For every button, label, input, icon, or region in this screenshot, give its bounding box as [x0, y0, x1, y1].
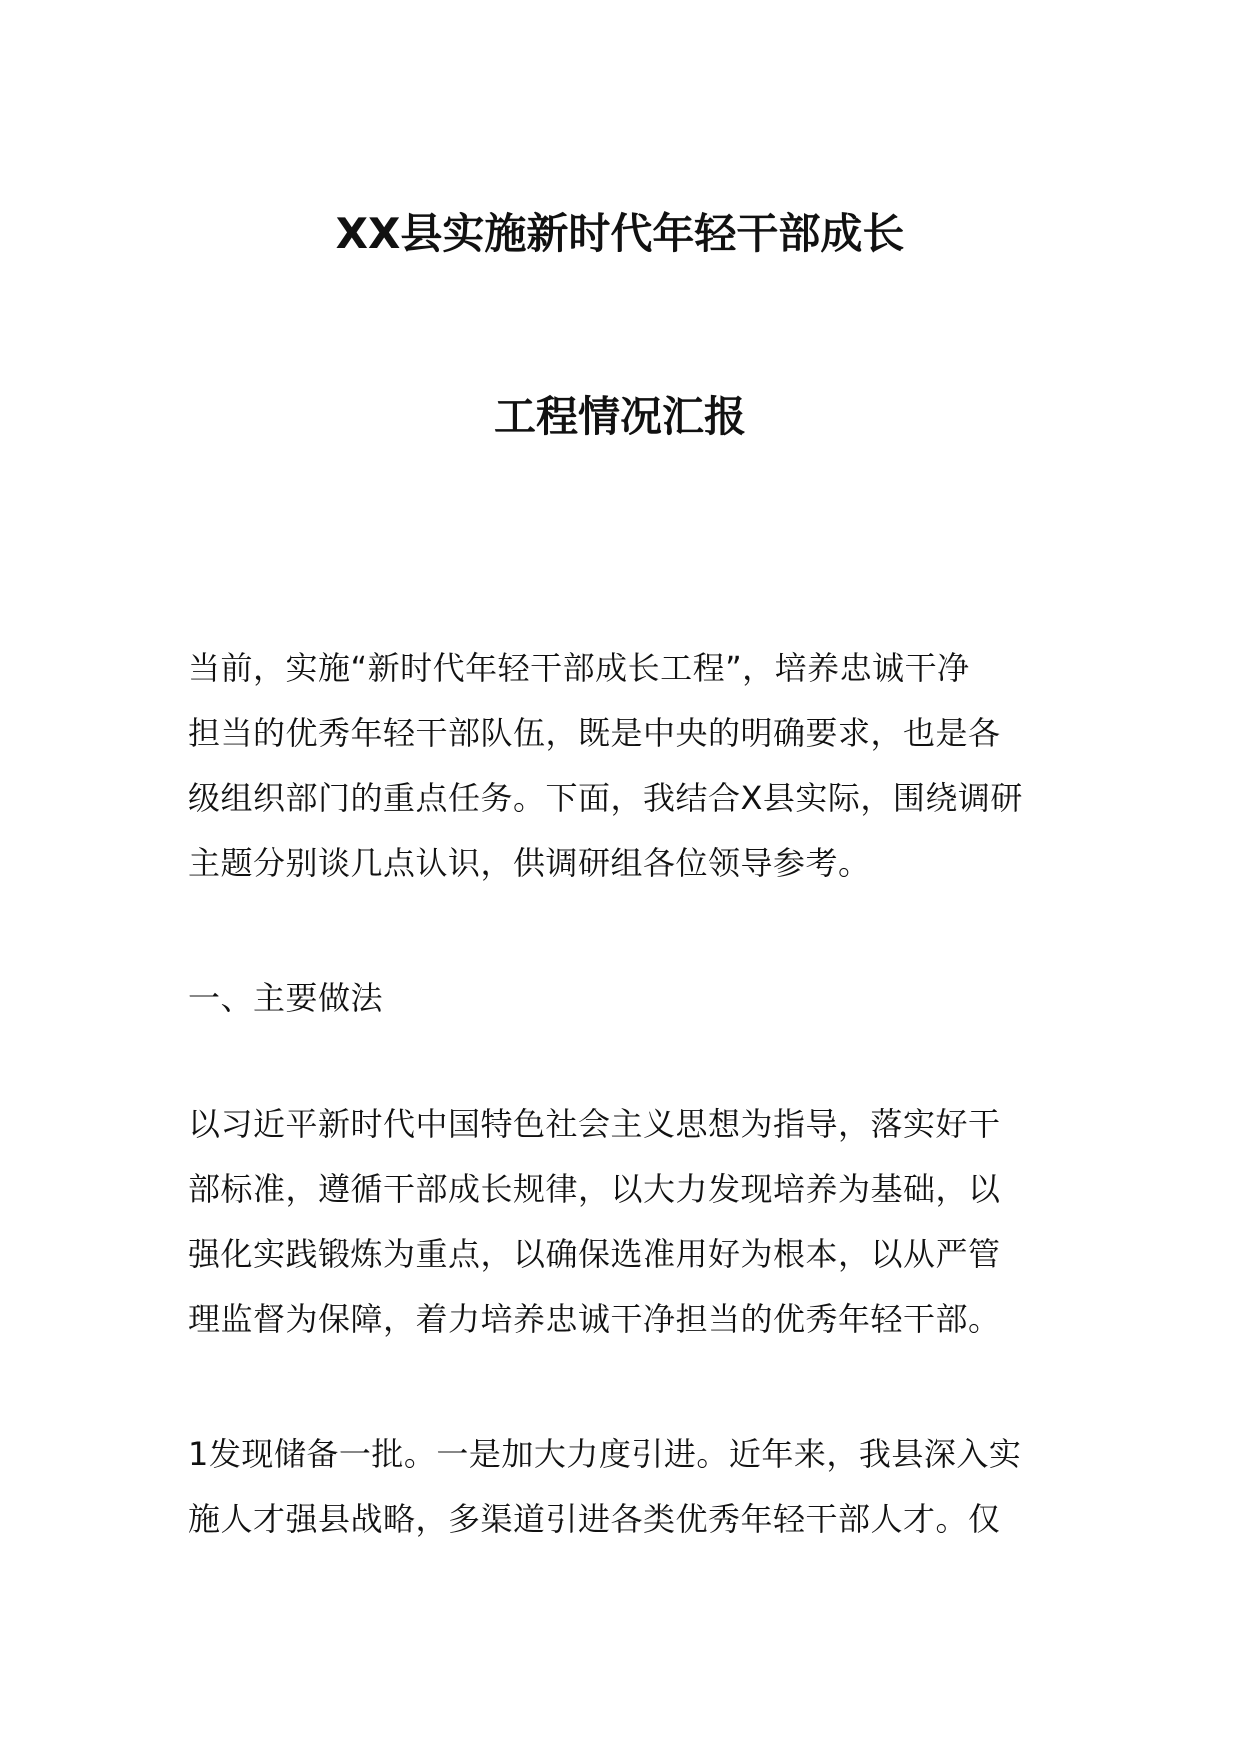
- guiding-paragraph: [188, 1092, 1056, 1352]
- document-title-line-1: XX县实施新时代年轻干部成长: [335, 209, 905, 258]
- intro-paragraph: [188, 636, 1056, 896]
- paragraph-line: 主题分别谈几点认识，供调研组各位领导参考。: [188, 844, 871, 882]
- paragraph-line: 以习近平新时代中国特色社会主义思想为指导，落实好干: [188, 1105, 1001, 1143]
- subsection-paragraph: [188, 1422, 1056, 1552]
- section-heading: [188, 966, 1056, 1031]
- document-title-line-2: 工程情况汇报: [493, 392, 746, 441]
- paragraph-line: 部标准，遵循干部成长规律，以大力发现培养为基础，以: [188, 1170, 1001, 1208]
- paragraph-line: 当前，实施“新时代年轻干部成长工程”，培养忠诚干净: [188, 649, 970, 687]
- paragraph-line: 1发现储备一批。一是加大力度引进。近年来，我县深入实: [188, 1435, 1022, 1473]
- paragraph-line: 担当的优秀年轻干部队伍，既是中央的明确要求，也是各: [188, 714, 1001, 752]
- paragraph-line: 理监督为保障，着力培养忠诚干净担当的优秀年轻干部。: [188, 1300, 1001, 1338]
- paragraph-line: 施人才强县战略，多渠道引进各类优秀年轻干部人才。仅: [188, 1500, 1001, 1538]
- paragraph-line: 级组织部门的重点任务。下面，我结合X县实际，围绕调研: [188, 779, 1023, 817]
- paragraph-line: 强化实践锻炼为重点，以确保选准用好为根本，以从严管: [188, 1235, 1001, 1273]
- section-heading-text: 一、主要做法: [188, 979, 384, 1017]
